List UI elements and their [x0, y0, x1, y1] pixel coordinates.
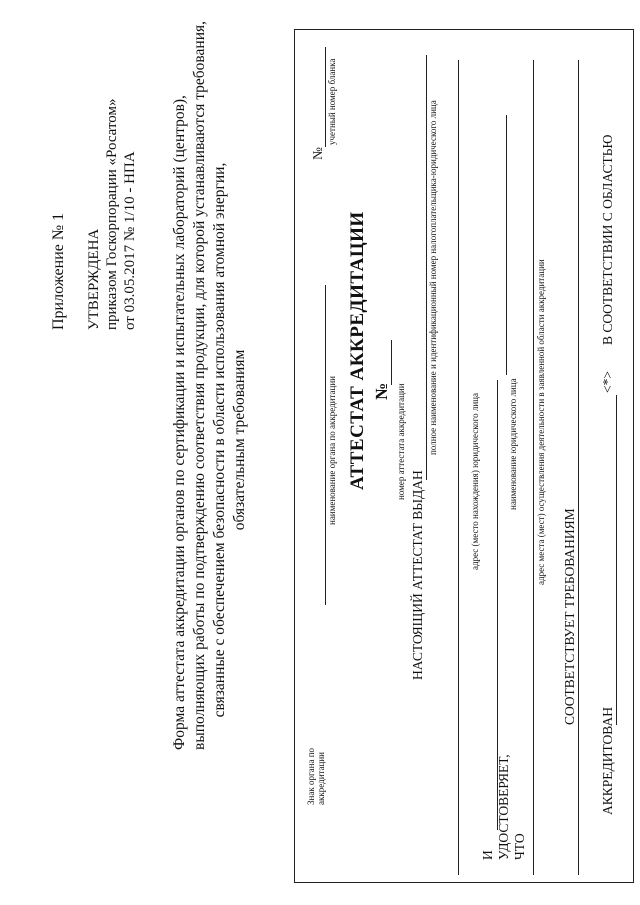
approval-line: приказом Госкорпорации «Росатом»: [104, 98, 120, 330]
separator-line: [458, 60, 459, 875]
org-name-caption: наименование органа по аккредитации: [327, 376, 337, 525]
form-title-line: Форма аттестата аккредитации органов по сертификации и испытательных лабораторий (центров),: [171, 95, 188, 750]
certificate-frame: [294, 29, 634, 883]
issued-to-label: НАСТОЯЩИЙ АТТЕСТАТ ВЫДАН: [410, 470, 425, 680]
accredited-line: [616, 395, 617, 725]
complies-line: [578, 60, 579, 875]
accredited-label: АККРЕДИТОВАН: [600, 707, 615, 815]
form-title: [170, 20, 250, 750]
number-sign-top: №: [310, 147, 325, 160]
blank-number-caption: учетный номер бланка: [327, 58, 337, 145]
certificate-number-caption: номер аттестата аккредитации: [396, 383, 406, 500]
org-name-line: [325, 285, 326, 605]
entity-line: [497, 380, 498, 830]
complies-label: СООТВЕТСТВУЕТ ТРЕБОВАНИЯМ: [562, 508, 577, 725]
full-name-caption: полное наименование и идентификационный номер налогоплательщика-юридического лица: [428, 100, 438, 455]
activity-address-caption: адрес места (мест) осуществления деятельности в заявленной области аккредитации: [536, 259, 546, 585]
approval-line: УТВЕРЖДЕНА: [86, 228, 102, 330]
entity-name-caption: наименование юридического лица: [508, 378, 518, 510]
activity-address-line: [533, 60, 534, 875]
approval-stamp: [85, 98, 139, 330]
certificate-number-sign: №: [372, 382, 391, 400]
approval-line: от 03.05.2017 № 1/10 - НПА: [122, 151, 138, 330]
form-title-line: обязательным требованиям: [231, 349, 248, 531]
certificate-number-line: [391, 340, 392, 385]
blank-number-line: [325, 47, 326, 147]
appendix-label: Приложение № 1: [50, 212, 67, 330]
entity-name-line: [506, 115, 507, 375]
certificate-heading: АТТЕСТАТ АККРЕДИТАЦИИ: [347, 211, 368, 490]
address-caption: адрес (место нахождения) юридического лица: [470, 393, 480, 570]
logo-label: Знак органа по аккредитации: [306, 747, 326, 805]
footnote-mark: <*>: [600, 371, 615, 393]
accredited-tail: В СООТВЕТСТВИИ С ОБЛАСТЬЮ: [600, 134, 615, 345]
form-title-line: связанные с обеспечением безопасности в области использования атомной энергии,: [211, 162, 228, 718]
certifies-label: И УДОСТОВЕРЯЕТ, ЧТО: [480, 754, 527, 860]
form-title-line: выполняющих работы по подтверждению соответствия продукции, для которой устанавливаются требования,: [191, 20, 208, 750]
full-name-line: [426, 55, 427, 480]
